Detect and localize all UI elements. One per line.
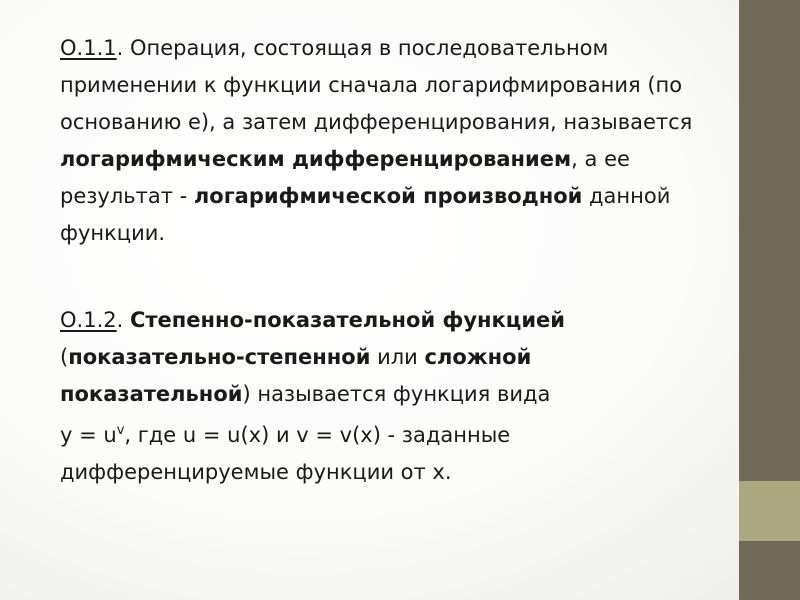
definition-2-text-2: ( [60,345,69,369]
formula-exponent: v [116,423,125,438]
definition-2-text-4: ) называется функция вида [242,382,551,406]
definition-2 [60,302,700,413]
definition-2-text-3: или [370,345,425,369]
paragraph-gap [60,252,700,302]
definition-2-formula [60,417,700,491]
definition-1-text-2: , а ее результат - [60,147,630,208]
formula-rest: , где u = u(x) и v = v(x) - заданные дифференцируемые функции от x. [60,423,511,484]
definition-2-term-1: Степенно-показательной функцией [129,308,566,332]
definition-2-number: О.1.2 [60,308,117,332]
definition-2-term-3: сложной показательной [60,345,532,406]
definition-2-text-1: . [116,308,130,332]
definition-1-text-3: данной функции. [60,184,671,245]
definition-1-term-2: логарифмической производной [193,184,583,208]
decorative-sidebar-accent [739,481,800,541]
slide-content [60,30,700,491]
definition-1-text-1: . Операция, состоящая в последовательном применении к функции сначала логарифмирования (по основанию e), а затем дифференцирования, называется [60,36,693,134]
definition-1 [60,30,700,252]
definition-1-term-1: логарифмическим дифференцированием [60,147,572,171]
definition-1-number: О.1.1 [60,36,117,60]
formula-base: y = u [60,423,117,447]
definition-2-term-2: показательно-степенной [68,345,371,369]
